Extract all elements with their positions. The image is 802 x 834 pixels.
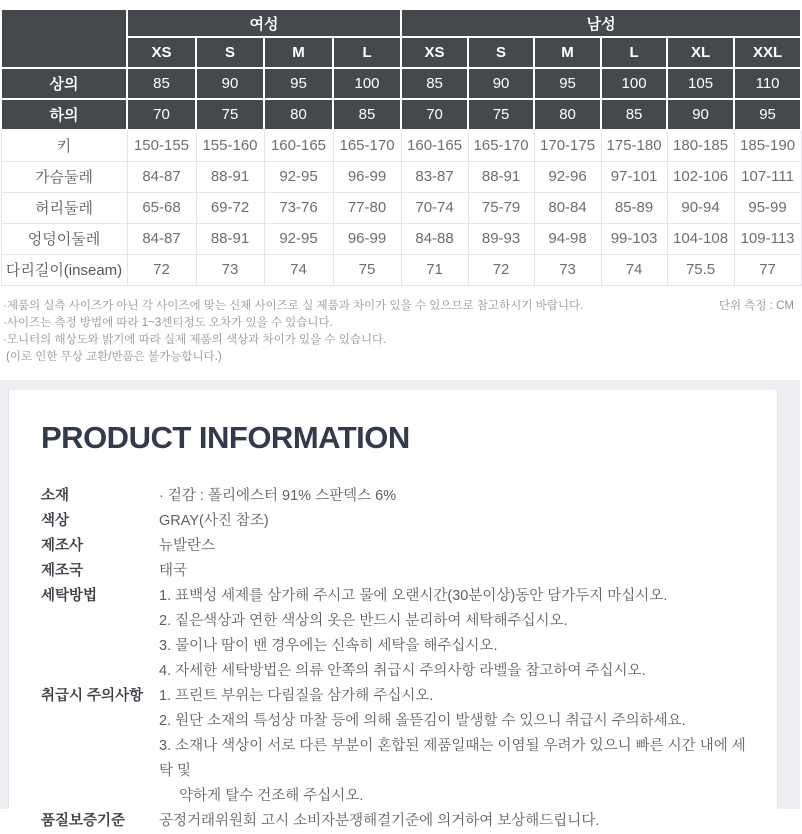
info-label: 제조사 xyxy=(41,537,84,554)
size-value-cell: 90 xyxy=(468,68,534,99)
info-values xyxy=(159,684,759,809)
size-value-cell: 95 xyxy=(264,68,333,99)
measure-value-cell: 65-68 xyxy=(127,192,196,223)
measure-value-cell: 89-93 xyxy=(468,223,534,254)
row-label: 하의 xyxy=(1,99,127,130)
info-values xyxy=(159,809,759,834)
measure-value-cell: 84-87 xyxy=(127,223,196,254)
size-value-cell: 80 xyxy=(534,99,601,130)
size-value-cell: 85 xyxy=(127,68,196,99)
measure-value-cell: 74 xyxy=(601,254,667,285)
size-value-cell: 95 xyxy=(534,68,601,99)
row-label: 키 xyxy=(1,130,127,161)
info-label: 취급시 주의사항 xyxy=(41,687,144,704)
measure-value-cell: 71 xyxy=(401,254,468,285)
size-value-cell: 85 xyxy=(601,99,667,130)
info-row xyxy=(41,484,759,509)
measure-value-cell: 96-99 xyxy=(333,161,401,192)
info-values xyxy=(159,509,759,534)
group-header: 여성 xyxy=(127,9,401,37)
measure-value-cell: 77 xyxy=(734,254,801,285)
info-label: 제조국 xyxy=(41,562,84,579)
info-row xyxy=(41,809,759,834)
note-line: ·사이즈는 측정 방법에 따라 1~3센티정도 오차가 있을 수 있습니다. xyxy=(3,316,333,329)
info-values xyxy=(159,584,759,684)
size-value-cell: 110 xyxy=(734,68,801,99)
row-label: 가슴둘레 xyxy=(1,161,127,192)
info-value-line: · 겉감 : 폴리에스터 91% 스판덱스 6% xyxy=(159,487,397,504)
size-header: L xyxy=(333,37,401,68)
info-row xyxy=(41,684,759,809)
info-value-line: 4. 자세한 세탁방법은 의류 안쪽의 취급시 주의사항 라벨을 참고하여 주십시오. xyxy=(159,662,646,679)
measure-value-cell: 96-99 xyxy=(333,223,401,254)
note-line: ·모니터의 해상도와 밝기에 따라 실제 제품의 색상과 차이가 있을 수 있습니다. xyxy=(3,333,387,346)
size-value-cell: 90 xyxy=(196,68,264,99)
info-values xyxy=(159,559,759,584)
measure-value-cell: 165-170 xyxy=(468,130,534,161)
section-divider xyxy=(0,380,800,389)
measure-value-cell: 72 xyxy=(468,254,534,285)
measure-value-cell: 73-76 xyxy=(264,192,333,223)
measure-value-cell: 72 xyxy=(127,254,196,285)
measure-value-cell: 88-91 xyxy=(468,161,534,192)
measure-value-cell: 160-165 xyxy=(401,130,468,161)
measure-value-cell: 99-103 xyxy=(601,223,667,254)
measure-value-cell: 88-91 xyxy=(196,223,264,254)
info-row xyxy=(41,584,759,684)
size-value-cell: 80 xyxy=(264,99,333,130)
size-header: XXL xyxy=(734,37,801,68)
measure-value-cell: 165-170 xyxy=(333,130,401,161)
unit-label: 단위 측정 : CM xyxy=(718,299,794,312)
size-value-cell: 100 xyxy=(333,68,401,99)
measure-value-cell: 102-106 xyxy=(667,161,734,192)
info-value-line: 2. 짙은색상과 연한 색상의 옷은 반드시 분리하여 세탁해주십시오. xyxy=(159,612,568,629)
info-value-line: 뉴발란스 xyxy=(159,537,216,554)
size-value-cell: 100 xyxy=(601,68,667,99)
measure-value-cell: 150-155 xyxy=(127,130,196,161)
size-header: S xyxy=(196,37,264,68)
size-value-cell: 75 xyxy=(468,99,534,130)
info-value-line: 2. 원단 소재의 특성상 마찰 등에 의해 올뜯김이 발생할 수 있으니 취급시 주의하세요. xyxy=(159,712,686,729)
info-value-line: 3. 소재나 색상이 서로 다른 부분이 혼합된 제품일때는 이염될 우려가 있으니 빠른 시간 내에 세탁 및 xyxy=(159,737,746,779)
info-label: 품질보증기준 xyxy=(41,812,126,829)
measure-value-cell: 74 xyxy=(264,254,333,285)
measure-value-cell: 75.5 xyxy=(667,254,734,285)
measure-value-cell: 75-79 xyxy=(468,192,534,223)
info-row xyxy=(41,509,759,534)
row-label: 허리둘레 xyxy=(1,192,127,223)
info-row xyxy=(41,559,759,584)
info-value-line: 공정거래위원회 고시 소비자분쟁해결기준에 의거하여 보상해드립니다. xyxy=(159,812,600,829)
size-value-cell: 85 xyxy=(333,99,401,130)
product-information-title: PRODUCT INFORMATION xyxy=(41,419,410,455)
info-row xyxy=(41,534,759,559)
note-line: (이로 인한 무상 교환/반품은 불가능합니다.) xyxy=(6,350,222,363)
size-header: XS xyxy=(127,37,196,68)
measure-value-cell: 84-87 xyxy=(127,161,196,192)
measure-value-cell: 84-88 xyxy=(401,223,468,254)
row-label: 엉덩이둘레 xyxy=(1,223,127,254)
measure-value-cell: 92-95 xyxy=(264,223,333,254)
table-corner-cell xyxy=(1,9,127,68)
measure-value-cell: 88-91 xyxy=(196,161,264,192)
info-value-line: 1. 프린트 부위는 다림질을 삼가해 주십시오. xyxy=(159,687,434,704)
size-value-cell: 75 xyxy=(196,99,264,130)
measure-value-cell: 175-180 xyxy=(601,130,667,161)
info-values xyxy=(159,534,759,559)
group-header: 남성 xyxy=(401,9,801,37)
measure-value-cell: 70-74 xyxy=(401,192,468,223)
measure-value-cell: 85-89 xyxy=(601,192,667,223)
measure-value-cell: 77-80 xyxy=(333,192,401,223)
info-label: 세탁방법 xyxy=(41,587,98,604)
measure-value-cell: 180-185 xyxy=(667,130,734,161)
info-value-line: 태국 xyxy=(159,562,188,579)
lower-section xyxy=(0,389,800,829)
size-value-cell: 95 xyxy=(734,99,801,130)
measure-value-cell: 90-94 xyxy=(667,192,734,223)
measure-value-cell: 95-99 xyxy=(734,192,801,223)
measure-value-cell: 75 xyxy=(333,254,401,285)
row-label: 다리길이(inseam) xyxy=(1,254,127,285)
info-label: 소재 xyxy=(41,487,70,504)
size-value-cell: 105 xyxy=(667,68,734,99)
measure-value-cell: 92-95 xyxy=(264,161,333,192)
info-values xyxy=(159,484,759,509)
measure-value-cell: 107-111 xyxy=(734,161,801,192)
measure-value-cell: 73 xyxy=(534,254,601,285)
measure-value-cell: 73 xyxy=(196,254,264,285)
product-information-card xyxy=(8,389,778,829)
measure-value-cell: 104-108 xyxy=(667,223,734,254)
size-notes xyxy=(0,298,800,366)
info-label: 색상 xyxy=(41,512,70,529)
measure-value-cell: 80-84 xyxy=(534,192,601,223)
size-header: XL xyxy=(667,37,734,68)
size-chart-table xyxy=(0,8,802,286)
info-value-line: 3. 물이나 땀이 밴 경우에는 신속히 세탁을 해주십시오. xyxy=(159,637,498,654)
size-value-cell: 70 xyxy=(127,99,196,130)
measure-value-cell: 160-165 xyxy=(264,130,333,161)
measure-value-cell: 109-113 xyxy=(734,223,801,254)
size-value-cell: 90 xyxy=(667,99,734,130)
product-information-list xyxy=(41,484,759,834)
measure-value-cell: 185-190 xyxy=(734,130,801,161)
measure-value-cell: 69-72 xyxy=(196,192,264,223)
size-header: M xyxy=(264,37,333,68)
measure-value-cell: 94-98 xyxy=(534,223,601,254)
note-line: ·제품의 실측 사이즈가 아닌 각 사이즈에 맞는 신체 사이즈로 실 제품과 차이가 있을 수 있으므로 참고하시기 바랍니다. xyxy=(3,299,584,312)
size-header: XS xyxy=(401,37,468,68)
measure-value-cell: 170-175 xyxy=(534,130,601,161)
size-value-cell: 85 xyxy=(401,68,468,99)
measure-value-cell: 155-160 xyxy=(196,130,264,161)
info-value-line: 약하게 탈수 건조해 주십시오. xyxy=(159,787,364,804)
measure-value-cell: 92-96 xyxy=(534,161,601,192)
measure-value-cell: 97-101 xyxy=(601,161,667,192)
size-header: L xyxy=(601,37,667,68)
size-header: S xyxy=(468,37,534,68)
size-header: M xyxy=(534,37,601,68)
size-value-cell: 70 xyxy=(401,99,468,130)
measure-value-cell: 83-87 xyxy=(401,161,468,192)
info-value-line: GRAY(사진 참조) xyxy=(159,512,269,529)
row-label: 상의 xyxy=(1,68,127,99)
info-value-line: 1. 표백성 세제를 삼가해 주시고 물에 오랜시간(30분이상)동안 담가두지 마십시오. xyxy=(159,587,668,604)
